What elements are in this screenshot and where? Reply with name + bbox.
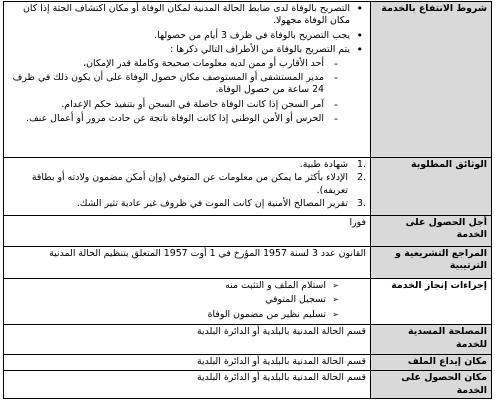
- documents-content: [4, 158, 371, 216]
- table-row-obtaining: [4, 371, 492, 399]
- conditions-content: [4, 2, 371, 158]
- conditions-label: شروط الانتفاع بالخدمة: [371, 2, 492, 158]
- documents-list: [8, 159, 366, 211]
- table-row-procedures: [4, 279, 492, 325]
- table-row-conditions: [4, 2, 492, 158]
- sub-list-item: - أحد الأقارب أو ممن لديه معلومات صحيحة وكاملة قدر الإمكان،: [8, 58, 324, 70]
- references-label: المراجع التشريعية و الترتيبية: [371, 247, 492, 279]
- list-item: ➢ استلام الملف و التثبت منه: [8, 280, 326, 292]
- list-item-text: يتم التصريح بالوفاة من الأطراف التالي ذكرها :: [170, 44, 350, 56]
- procedures-label: إجراءات إنجاز الخدمة: [371, 279, 492, 325]
- procedures-content: [4, 279, 371, 325]
- list-item: • يجب التصريح بالوفاة في ظرف 3 أيام من حصولها.: [8, 30, 350, 42]
- sub-list-item: - الحرس أو الأمن الوطني إذا كانت الوفاة ناتجة عن حادث مرور أو أعمال عنف.: [8, 113, 324, 125]
- provider-value: قسم الحالة المدنية بالبلدية أو الدائرة البلدية: [4, 325, 371, 355]
- references-value: القانون عدد 3 لسنة 1957 المؤرخ في 1 أوت 1957 المتعلق بتنظيم الحالة المدنية: [4, 247, 371, 279]
- procedures-list: [8, 280, 366, 321]
- list-item: [8, 198, 366, 210]
- list-item: [8, 172, 366, 197]
- deadline-label: أجل الحصول على الخدمة: [371, 216, 492, 247]
- item-number: .1: [357, 159, 366, 170]
- sub-list-item: - مدير المستشفى أو المستوصف مكان حصول الوفاة على أن يكون ذلك في ظرف 24 ساعة من حصول الوفاة.: [8, 72, 324, 97]
- table-row-documents: [4, 158, 492, 216]
- conditions-sublist: [8, 58, 350, 126]
- documents-label: الوثائق المطلوبة: [371, 158, 492, 216]
- provider-label: المصلحة المسدية للخدمة: [371, 325, 492, 355]
- list-item: [8, 159, 366, 171]
- list-item: • التصريح بالوفاة لدى ضابط الحالة المدنية لمكان الوفاة أو مكان اكتشاف الجثة إذا كان مكان الوفاة مجهولا.: [8, 3, 350, 28]
- table-row-references: [4, 247, 492, 279]
- item-text: الإدلاء بأكثر ما يمكن من معلومات عن المتوفي (وإن أمكن مضمون ولادته أو بطاقة تعريفه).: [31, 172, 348, 196]
- item-text: شهادة طبية.: [299, 159, 348, 170]
- filing-label: مكان إيداع الملف: [371, 355, 492, 371]
- obtaining-label: مكان الحصول على الخدمة: [371, 371, 492, 399]
- obtaining-value: قسم الحالة المدنية بالبلدية أو الدائرة البلدية: [4, 371, 371, 399]
- filing-value: قسم الحالة المدنية بالبلدية أو الدائرة البلدية: [4, 355, 371, 371]
- table-row-provider: [4, 325, 492, 355]
- list-item: ➢ تسليم نظير من مضمون الوفاة: [8, 309, 326, 321]
- sub-list-item: - آمر السجن إذا كانت الوفاة حاصلة في السجن أو بتنفيذ حكم الإعدام.: [8, 99, 324, 111]
- item-number: .3: [357, 198, 366, 210]
- table-row-deadline: [4, 216, 492, 247]
- list-item: ➢ تسجيل المتوفي: [8, 294, 326, 306]
- deadline-value: فورا: [4, 216, 371, 247]
- service-info-table: [3, 1, 492, 399]
- list-item: [8, 44, 350, 125]
- table-row-filing: [4, 355, 492, 371]
- item-text: تقرير المصالح الأمنية إن كانت الموت في ظروف غير عادية تثير الشك.: [76, 198, 348, 210]
- conditions-list: [8, 3, 366, 126]
- item-number: .2: [357, 172, 366, 184]
